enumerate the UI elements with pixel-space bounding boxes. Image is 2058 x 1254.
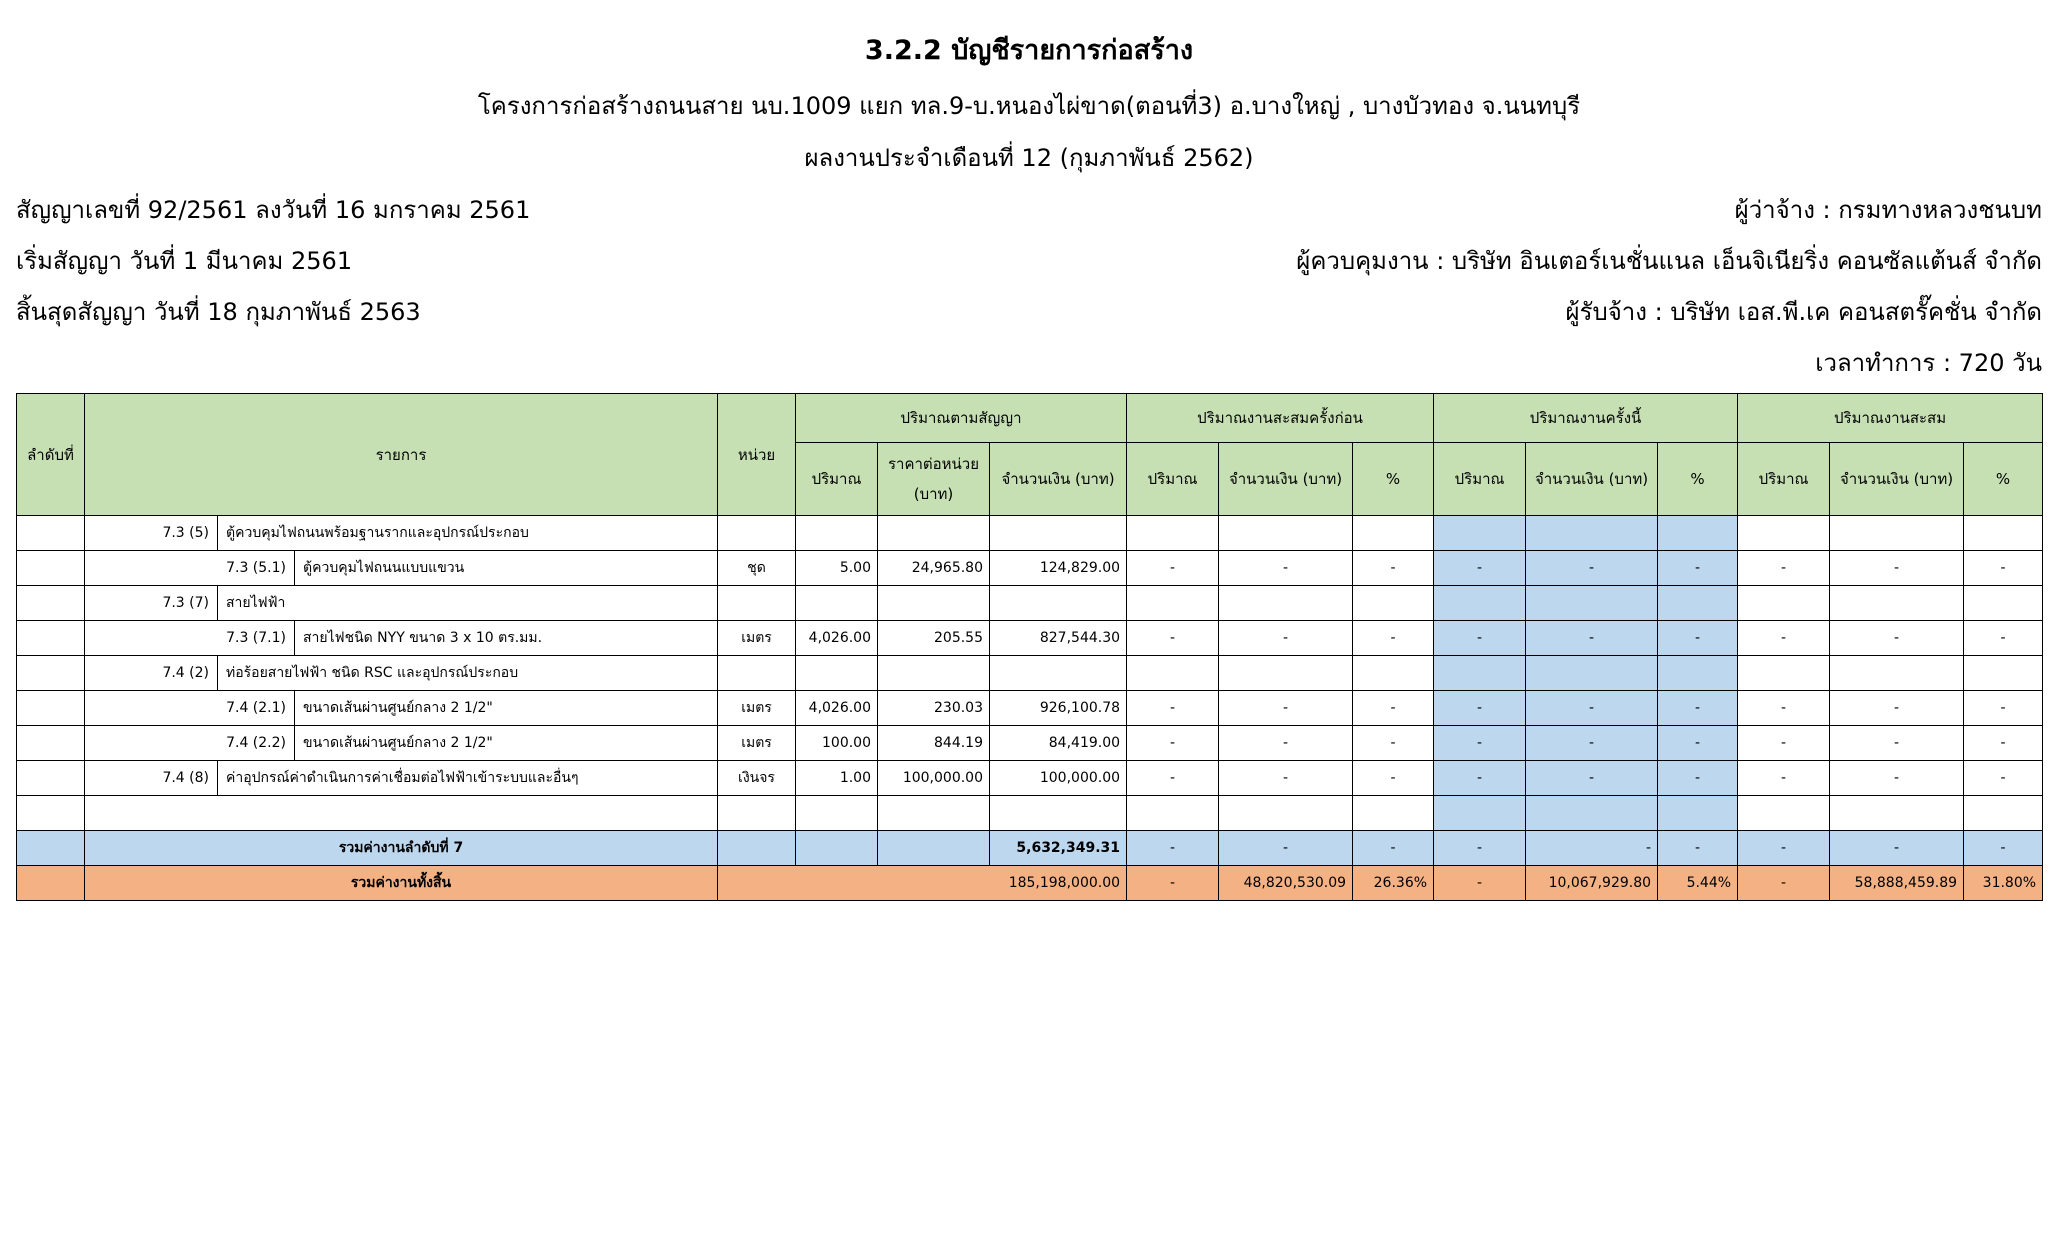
item-desc: ตู้ควบคุมไฟถนนแบบแขวน [303, 560, 465, 576]
table-row: 7.4 (8) ค่าอุปกรณ์ค่าดำเนินการค่าเชื่อมต่อไฟฟ้าเข้าระบบและอื่นๆ เงินจร 1.00 100,000.00 100,000.00 - - - - - - - - - [17, 761, 2043, 796]
current-total-amount: 10,067,929.80 [1526, 866, 1658, 901]
supervisor: ผู้ควบคุมงาน : บริษัท อินเตอร์เนชั่นแนล เอ็นจิเนียริ่ง คอนซัลแต้นส์ จำกัด [1296, 247, 2042, 275]
header-cur-qty: ปริมาณ [1434, 443, 1526, 516]
bill-of-quantities-table [16, 393, 2043, 901]
contract-end: สิ้นสุดสัญญา วันที่ 18 กุมภาพันธ์ 2563 [16, 298, 421, 326]
header-cum-qty: ปริมาณ [1738, 443, 1830, 516]
item-code: 7.4 (2.1) [85, 691, 295, 725]
item-desc: ท่อร้อยสายไฟฟ้า ชนิด RSC และอุปกรณ์ประกอบ [226, 665, 519, 681]
header-prev-cumulative: ปริมาณงานสะสมครั้งก่อน [1127, 394, 1434, 443]
header-prev-qty: ปริมาณ [1127, 443, 1219, 516]
header-current: ปริมาณงานครั้งนี้ [1434, 394, 1738, 443]
table-row: 7.4 (2.1) ขนาดเส้นผ่านศูนย์กลาง 2 1/2" เมตร 4,026.00 230.03 926,100.78 - - - - - - - - - [17, 691, 2043, 726]
item-code: 7.3 (7) [85, 586, 218, 620]
table-row: 7.4 (2.2) ขนาดเส้นผ่านศูนย์กลาง 2 1/2" เมตร 100.00 844.19 84,419.00 - - - - - - - - - [17, 726, 2043, 761]
project-name: โครงการก่อสร้างถนนสาย นบ.1009 แยก ทล.9-บ.หนองไผ่ขาด(ตอนที่3) อ.บางใหญ่ , บางบัวทอง จ.นนทบุรี [477, 92, 1581, 120]
grand-total-row: รวมค่างานทั้งสิ้น 185,198,000.00 - 48,820,530.09 26.36% - 10,067,929.80 5.44% - 58,888,459.89 31.80% [17, 866, 2043, 901]
header-prev-pct: % [1353, 443, 1434, 516]
table-row [17, 586, 2043, 621]
header-qty: ปริมาณ [796, 443, 878, 516]
prev-total-amount: 48,820,530.09 [1219, 866, 1353, 901]
header-prev-amount: จำนวนเงิน (บาท) [1219, 443, 1353, 516]
header-amount: จำนวนเงิน (บาท) [990, 443, 1127, 516]
header-cum-amount: จำนวนเงิน (บาท) [1830, 443, 1964, 516]
header-contract-qty: ปริมาณตามสัญญา [796, 394, 1127, 443]
item-desc: ตู้ควบคุมไฟถนนพร้อมฐานรากและอุปกรณ์ประกอบ [226, 525, 529, 541]
work-duration: เวลาทำการ : 720 วัน [1815, 349, 2042, 377]
report-period: ผลงานประจำเดือนที่ 12 (กุมภาพันธ์ 2562) [804, 144, 1254, 172]
table-row [17, 656, 2043, 691]
subtotal-label: รวมค่างานลำดับที่ 7 [85, 831, 718, 866]
subtotal-amount: 5,632,349.31 [990, 831, 1127, 866]
grand-total-label: รวมค่างานทั้งสิ้น [85, 866, 718, 901]
item-code: 7.3 (7.1) [85, 621, 295, 655]
contract-number: สัญญาเลขที่ 92/2561 ลงวันที่ 16 มกราคม 2561 [16, 196, 531, 224]
header-no: ลำดับที่ [17, 394, 85, 516]
item-code: 7.4 (8) [85, 761, 218, 795]
contractor: ผู้รับจ้าง : บริษัท เอส.พี.เค คอนสตรั๊คชั่น จำกัด [1565, 298, 2042, 326]
contract-start: เริ่มสัญญา วันที่ 1 มีนาคม 2561 [16, 247, 353, 275]
item-desc: สายไฟฟ้า [226, 595, 286, 611]
item-code: 7.4 (2.2) [85, 726, 295, 760]
current-total-pct: 5.44% [1658, 866, 1738, 901]
header-unit-price-sub: (บาท) [913, 485, 954, 503]
item-code: 7.4 (2) [85, 656, 218, 690]
header-cum-pct: % [1964, 443, 2043, 516]
grand-total-amount: 185,198,000.00 [718, 866, 1127, 901]
cumulative-total-pct: 31.80% [1964, 866, 2043, 901]
header-cur-amount: จำนวนเงิน (บาท) [1526, 443, 1658, 516]
subtotal-row: รวมค่างานลำดับที่ 7 5,632,349.31 - - - - - - - - - [17, 831, 2043, 866]
document-title: 3.2.2 บัญชีรายการก่อสร้าง [864, 35, 1194, 66]
item-code: 7.3 (5) [85, 516, 218, 550]
header-item: รายการ [85, 394, 718, 516]
header-cumulative: ปริมาณงานสะสม [1738, 394, 2043, 443]
header-cur-pct: % [1658, 443, 1738, 516]
item-desc: ขนาดเส้นผ่านศูนย์กลาง 2 1/2" [303, 700, 493, 716]
cumulative-total-amount: 58,888,459.89 [1830, 866, 1964, 901]
table-row [17, 516, 2043, 551]
item-desc: สายไฟชนิด NYY ขนาด 3 x 10 ตร.มม. [303, 630, 543, 646]
header-unit: หน่วย [718, 394, 796, 516]
item-code: 7.3 (5.1) [85, 551, 295, 585]
item-desc: ขนาดเส้นผ่านศูนย์กลาง 2 1/2" [303, 735, 493, 751]
employer: ผู้ว่าจ้าง : กรมทางหลวงชนบท [1734, 196, 2042, 224]
prev-total-pct: 26.36% [1353, 866, 1434, 901]
table-row: 7.3 (7.1) สายไฟชนิด NYY ขนาด 3 x 10 ตร.มม. เมตร 4,026.00 205.55 827,544.30 - - - - - - - - - [17, 621, 2043, 656]
table-row: 7.3 (5.1) ตู้ควบคุมไฟถนนแบบแขวน ชุด 5.00 24,965.80 124,829.00 - - - - - - - - - [17, 551, 2043, 586]
header-unit-price [878, 443, 990, 516]
empty-row [17, 796, 2043, 831]
item-desc: ค่าอุปกรณ์ค่าดำเนินการค่าเชื่อมต่อไฟฟ้าเข้าระบบและอื่นๆ [226, 770, 579, 786]
header-unit-price-label: ราคาต่อหน่วย [887, 455, 980, 473]
